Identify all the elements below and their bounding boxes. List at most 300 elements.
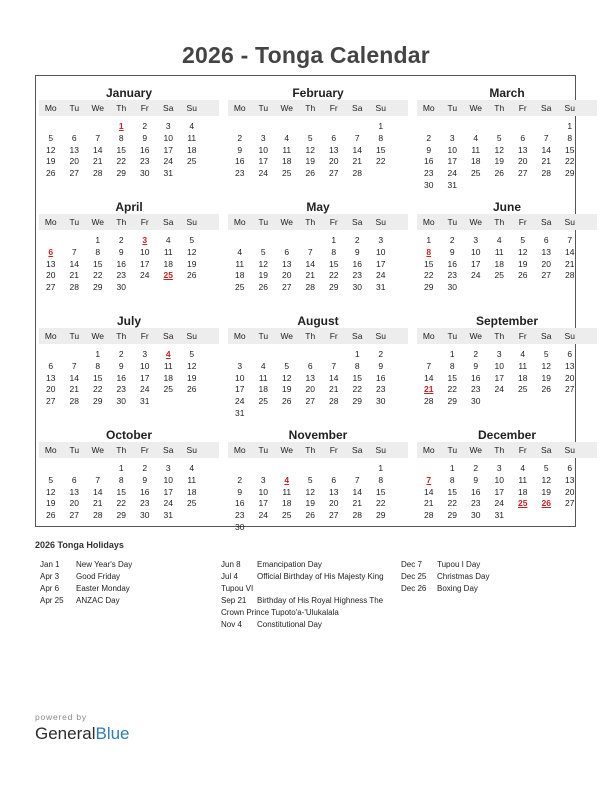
day-cell: 21 <box>541 156 551 167</box>
empty-cell <box>511 121 535 133</box>
weekday-label: Sa <box>352 217 363 227</box>
weekday-label: Fr <box>140 445 149 455</box>
weekday-label: We <box>280 445 294 455</box>
weekday-label: Th <box>494 217 505 227</box>
day-cell: 5 <box>48 474 54 485</box>
day-grid <box>228 349 393 420</box>
day-cell: 28 <box>93 510 103 521</box>
weekday-label: Su <box>564 331 575 341</box>
weekday-header <box>228 214 408 230</box>
weekday-header <box>39 100 219 116</box>
day-cell: 29 <box>329 282 339 293</box>
day-cell: 22 <box>447 384 457 395</box>
holidays-title: 2026 Tonga Holidays <box>35 540 124 550</box>
day-grid <box>417 463 582 522</box>
day-cell: 26 <box>46 168 56 179</box>
day-cell: 26 <box>518 270 528 281</box>
day-cell: 19 <box>258 270 268 281</box>
day-cell: 29 <box>447 396 457 407</box>
day-cell: 17 <box>140 372 150 383</box>
weekday-label: Mo <box>44 217 57 227</box>
day-cell: 22 <box>447 498 457 509</box>
day-cell: 28 <box>69 396 79 407</box>
day-cell: 14 <box>541 144 551 155</box>
weekday-label: Th <box>305 103 316 113</box>
day-cell: 11 <box>187 474 197 485</box>
weekday-label: Su <box>375 103 386 113</box>
day-cell: 24 <box>258 168 268 179</box>
weekday-label: Fr <box>140 331 149 341</box>
day-cell: 20 <box>518 156 528 167</box>
day-cell: 26 <box>305 168 315 179</box>
day-cell: 5 <box>284 360 290 371</box>
weekday-label: Fr <box>329 445 338 455</box>
weekday-label: Th <box>116 331 127 341</box>
day-cell: 25 <box>282 510 292 521</box>
holiday-entry <box>40 583 132 595</box>
day-cell: 14 <box>565 246 575 257</box>
weekday-label: Th <box>305 445 316 455</box>
weekday-header <box>39 442 219 458</box>
holiday-entry <box>221 559 384 571</box>
day-grid <box>417 349 582 408</box>
day-cell: 30 <box>140 168 150 179</box>
day-cell: 25 <box>163 384 173 395</box>
day-cell: 1 <box>449 463 455 473</box>
day-cell: 4 <box>496 235 502 245</box>
day-cell: 22 <box>376 498 386 509</box>
month-name: March <box>489 86 525 100</box>
day-cell: 4 <box>473 132 479 143</box>
day-cell: 18 <box>518 372 528 383</box>
day-cell: 21 <box>305 270 315 281</box>
holiday-date: Sep 21 <box>221 596 247 605</box>
weekday-header <box>228 100 408 116</box>
day-cell: 8 <box>449 360 455 371</box>
weekday-label: Su <box>564 217 575 227</box>
day-cell: 16 <box>471 372 481 383</box>
day-cell: 24 <box>140 270 150 281</box>
day-cell: 6 <box>543 235 549 245</box>
day-cell: 15 <box>447 486 457 497</box>
holiday-day: 1 <box>118 121 124 131</box>
day-cell: 31 <box>235 407 245 418</box>
day-cell: 21 <box>352 498 362 509</box>
day-cell: 22 <box>329 270 339 281</box>
day-cell: 28 <box>541 168 551 179</box>
day-cell: 20 <box>329 498 339 509</box>
empty-cell <box>417 349 441 361</box>
weekday-label: Fr <box>518 217 527 227</box>
day-cell: 13 <box>518 144 528 155</box>
day-cell: 3 <box>165 121 171 131</box>
weekday-label: Mo <box>233 217 246 227</box>
day-cell: 26 <box>541 384 551 395</box>
day-cell: 8 <box>354 360 360 371</box>
day-cell: 25 <box>235 282 245 293</box>
day-cell: 29 <box>565 168 575 179</box>
day-cell: 4 <box>189 121 195 131</box>
day-cell: 10 <box>494 360 504 371</box>
day-cell: 9 <box>378 360 384 371</box>
day-cell: 27 <box>565 498 575 509</box>
weekday-label: Fr <box>518 103 527 113</box>
day-cell: 10 <box>447 144 457 155</box>
holiday-name: Emancipation Day <box>257 560 322 569</box>
holiday-name: Christmas Day <box>437 572 490 581</box>
day-cell: 29 <box>376 510 386 521</box>
day-cell: 20 <box>565 372 575 383</box>
day-cell: 10 <box>163 474 173 485</box>
day-cell: 3 <box>496 463 502 473</box>
day-cell: 12 <box>518 246 528 257</box>
day-cell: 13 <box>305 372 315 383</box>
holiday-day: 8 <box>426 246 432 257</box>
day-cell: 29 <box>424 282 434 293</box>
day-cell: 12 <box>494 144 504 155</box>
day-cell: 5 <box>307 132 313 143</box>
day-cell: 24 <box>258 510 268 521</box>
day-cell: 12 <box>46 144 56 155</box>
day-cell: 21 <box>352 156 362 167</box>
holiday-day: 6 <box>48 246 54 257</box>
day-cell: 21 <box>69 384 79 395</box>
holiday-day: 25 <box>163 270 173 281</box>
weekday-label: Su <box>186 445 197 455</box>
month-december <box>417 421 597 534</box>
holiday-entry <box>401 559 489 571</box>
weekday-label: Su <box>186 103 197 113</box>
day-cell: 30 <box>447 282 457 293</box>
day-cell: 6 <box>567 349 573 359</box>
day-cell: 26 <box>282 396 292 407</box>
day-cell: 27 <box>565 384 575 395</box>
empty-cell <box>39 121 63 133</box>
day-cell: 15 <box>329 258 339 269</box>
day-cell: 6 <box>71 132 77 143</box>
holiday-name: Birthday of His Royal Highness The <box>257 596 384 605</box>
day-cell: 27 <box>46 396 56 407</box>
day-cell: 12 <box>541 474 551 485</box>
day-cell: 11 <box>187 132 197 143</box>
empty-cell <box>441 121 465 133</box>
empty-cell <box>252 235 276 247</box>
day-cell: 29 <box>352 396 362 407</box>
day-cell: 16 <box>235 156 245 167</box>
weekday-label: Tu <box>69 331 80 341</box>
weekday-label: We <box>280 331 294 341</box>
empty-cell <box>322 349 346 361</box>
day-cell: 20 <box>329 156 339 167</box>
day-cell: 6 <box>520 132 526 143</box>
day-cell: 2 <box>426 132 432 143</box>
day-cell: 10 <box>258 144 268 155</box>
month-june <box>417 193 597 306</box>
day-cell: 9 <box>142 132 148 143</box>
weekday-header <box>228 442 408 458</box>
day-cell: 22 <box>565 156 575 167</box>
weekday-label: Th <box>116 445 127 455</box>
powered-by-label: powered by <box>35 712 87 722</box>
weekday-label: Su <box>375 331 386 341</box>
day-cell: 14 <box>69 258 79 269</box>
day-cell: 31 <box>163 510 173 521</box>
weekday-label: Sa <box>541 331 552 341</box>
day-cell: 1 <box>118 463 124 473</box>
empty-cell <box>252 463 276 475</box>
day-cell: 28 <box>352 168 362 179</box>
weekday-label: Tu <box>447 217 458 227</box>
day-cell: 5 <box>543 349 549 359</box>
day-cell: 10 <box>140 246 150 257</box>
weekday-label: Mo <box>44 445 57 455</box>
weekday-label: Tu <box>69 445 80 455</box>
day-cell: 5 <box>520 235 526 245</box>
day-cell: 17 <box>494 372 504 383</box>
day-cell: 7 <box>307 246 313 257</box>
holiday-day: 3 <box>142 235 148 245</box>
day-cell: 22 <box>93 384 103 395</box>
day-cell: 24 <box>376 270 386 281</box>
day-cell: 7 <box>95 132 101 143</box>
empty-cell <box>39 349 63 361</box>
day-cell: 3 <box>260 132 266 143</box>
day-cell: 1 <box>378 463 384 473</box>
day-cell: 24 <box>140 384 150 395</box>
day-cell: 3 <box>260 474 266 485</box>
holiday-date: Jun 8 <box>221 560 241 569</box>
weekday-label: Mo <box>422 445 435 455</box>
weekday-label: We <box>91 445 105 455</box>
day-cell: 28 <box>93 168 103 179</box>
weekday-label: Fr <box>140 217 149 227</box>
day-cell: 27 <box>46 282 56 293</box>
day-cell: 12 <box>187 360 197 371</box>
holiday-name: Tupou VI <box>221 584 254 593</box>
day-grid <box>417 121 582 192</box>
holiday-date: Dec 26 <box>401 584 427 593</box>
weekday-label: Fr <box>329 217 338 227</box>
day-cell: 28 <box>69 282 79 293</box>
day-cell: 18 <box>494 258 504 269</box>
empty-cell <box>252 121 276 133</box>
weekday-label: Fr <box>329 103 338 113</box>
weekday-label: We <box>280 103 294 113</box>
holiday-list-column <box>401 559 489 595</box>
day-cell: 8 <box>378 474 384 485</box>
empty-cell <box>86 121 110 133</box>
day-cell: 30 <box>424 179 434 190</box>
day-cell: 16 <box>447 258 457 269</box>
day-cell: 14 <box>305 258 315 269</box>
day-cell: 15 <box>376 486 386 497</box>
empty-cell <box>63 235 87 247</box>
day-cell: 3 <box>378 235 384 245</box>
empty-cell <box>275 121 299 133</box>
weekday-header <box>417 100 597 116</box>
day-cell: 7 <box>543 132 549 143</box>
day-cell: 9 <box>354 246 360 257</box>
month-name: June <box>492 200 521 214</box>
day-cell: 6 <box>331 474 337 485</box>
weekday-label: Mo <box>233 103 246 113</box>
holiday-list-column <box>221 559 384 631</box>
day-cell: 17 <box>235 384 245 395</box>
day-cell: 5 <box>189 349 195 359</box>
empty-cell <box>275 235 299 247</box>
day-cell: 12 <box>305 144 315 155</box>
day-cell: 22 <box>93 270 103 281</box>
day-cell: 5 <box>189 235 195 245</box>
empty-cell <box>228 235 252 247</box>
day-cell: 2 <box>354 235 360 245</box>
weekday-label: Sa <box>163 103 174 113</box>
day-cell: 19 <box>541 486 551 497</box>
holiday-date: Jul 4 <box>221 572 238 581</box>
day-cell: 19 <box>305 498 315 509</box>
day-cell: 14 <box>329 372 339 383</box>
day-cell: 12 <box>305 486 315 497</box>
empty-cell <box>39 463 63 475</box>
day-cell: 29 <box>93 396 103 407</box>
month-name: April <box>115 200 143 214</box>
holiday-name: Good Friday <box>76 572 121 581</box>
day-cell: 17 <box>163 144 173 155</box>
day-cell: 18 <box>258 384 268 395</box>
weekday-label: Tu <box>258 217 269 227</box>
empty-cell <box>63 121 87 133</box>
day-cell: 11 <box>163 360 173 371</box>
month-name: December <box>477 428 537 442</box>
day-cell: 17 <box>376 258 386 269</box>
day-cell: 16 <box>471 486 481 497</box>
day-cell: 6 <box>307 360 313 371</box>
day-cell: 22 <box>352 384 362 395</box>
day-cell: 6 <box>71 474 77 485</box>
day-cell: 12 <box>46 486 56 497</box>
day-cell: 29 <box>93 282 103 293</box>
page-title: 2026 - Tonga Calendar <box>182 42 430 68</box>
weekday-label: Tu <box>258 331 269 341</box>
empty-cell <box>299 235 323 247</box>
day-cell: 23 <box>116 270 126 281</box>
day-cell: 31 <box>140 396 150 407</box>
weekday-label: Sa <box>352 103 363 113</box>
day-cell: 30 <box>116 282 126 293</box>
day-cell: 20 <box>69 498 79 509</box>
day-cell: 22 <box>376 156 386 167</box>
day-cell: 14 <box>424 486 434 497</box>
day-cell: 27 <box>69 510 79 521</box>
day-cell: 19 <box>518 258 528 269</box>
holiday-date: Dec 7 <box>401 560 422 569</box>
day-cell: 17 <box>494 486 504 497</box>
day-cell: 8 <box>118 474 124 485</box>
day-cell: 6 <box>284 246 290 257</box>
weekday-label: Tu <box>447 445 458 455</box>
day-cell: 24 <box>235 396 245 407</box>
day-cell: 25 <box>518 384 528 395</box>
holiday-name: ANZAC Day <box>76 596 120 605</box>
day-cell: 7 <box>567 235 573 245</box>
month-october <box>39 421 219 534</box>
brand-logo <box>35 712 130 744</box>
day-cell: 16 <box>140 486 150 497</box>
day-grid <box>39 121 204 180</box>
empty-cell <box>299 463 323 475</box>
day-cell: 27 <box>329 168 339 179</box>
day-cell: 22 <box>116 156 126 167</box>
day-cell: 21 <box>93 156 103 167</box>
holiday-day: 25 <box>518 498 528 509</box>
day-cell: 3 <box>237 360 243 371</box>
month-january <box>39 79 219 192</box>
day-cell: 5 <box>496 132 502 143</box>
day-cell: 25 <box>282 168 292 179</box>
month-september <box>417 307 597 420</box>
day-cell: 2 <box>473 463 479 473</box>
day-cell: 8 <box>378 132 384 143</box>
day-cell: 13 <box>565 474 575 485</box>
month-may <box>228 193 408 306</box>
month-name: September <box>475 314 539 328</box>
day-cell: 15 <box>447 372 457 383</box>
day-cell: 4 <box>520 463 526 473</box>
holiday-name: Constitutional Day <box>257 620 322 629</box>
month-name: May <box>306 200 330 214</box>
day-cell: 25 <box>258 396 268 407</box>
day-cell: 23 <box>235 510 245 521</box>
empty-cell <box>346 121 370 133</box>
day-cell: 9 <box>426 144 432 155</box>
day-cell: 11 <box>471 144 481 155</box>
day-cell: 19 <box>46 156 56 167</box>
day-cell: 30 <box>471 396 481 407</box>
month-name: October <box>105 428 152 442</box>
day-cell: 18 <box>282 498 292 509</box>
weekday-label: Su <box>564 445 575 455</box>
day-cell: 9 <box>237 144 243 155</box>
weekday-label: Su <box>186 331 197 341</box>
day-cell: 7 <box>354 132 360 143</box>
day-cell: 30 <box>376 396 386 407</box>
day-grid <box>39 349 204 408</box>
day-cell: 29 <box>116 168 126 179</box>
day-cell: 28 <box>565 270 575 281</box>
day-cell: 3 <box>165 463 171 473</box>
holiday-name: Official Birthday of His Majesty King <box>257 572 384 581</box>
day-cell: 11 <box>494 246 504 257</box>
day-cell: 2 <box>142 463 148 473</box>
day-cell: 13 <box>69 486 79 497</box>
day-cell: 18 <box>282 156 292 167</box>
weekday-label: Tu <box>258 445 269 455</box>
holiday-date: Jan 1 <box>40 560 60 569</box>
day-cell: 2 <box>473 349 479 359</box>
day-cell: 3 <box>473 235 479 245</box>
day-cell: 10 <box>494 474 504 485</box>
weekday-label: Tu <box>69 217 80 227</box>
day-grid <box>228 463 393 534</box>
day-cell: 3 <box>496 349 502 359</box>
empty-cell <box>488 121 512 133</box>
weekday-label: Sa <box>541 103 552 113</box>
empty-cell <box>228 121 252 133</box>
empty-cell <box>299 349 323 361</box>
day-cell: 19 <box>494 156 504 167</box>
weekday-label: We <box>280 217 294 227</box>
day-cell: 20 <box>282 270 292 281</box>
